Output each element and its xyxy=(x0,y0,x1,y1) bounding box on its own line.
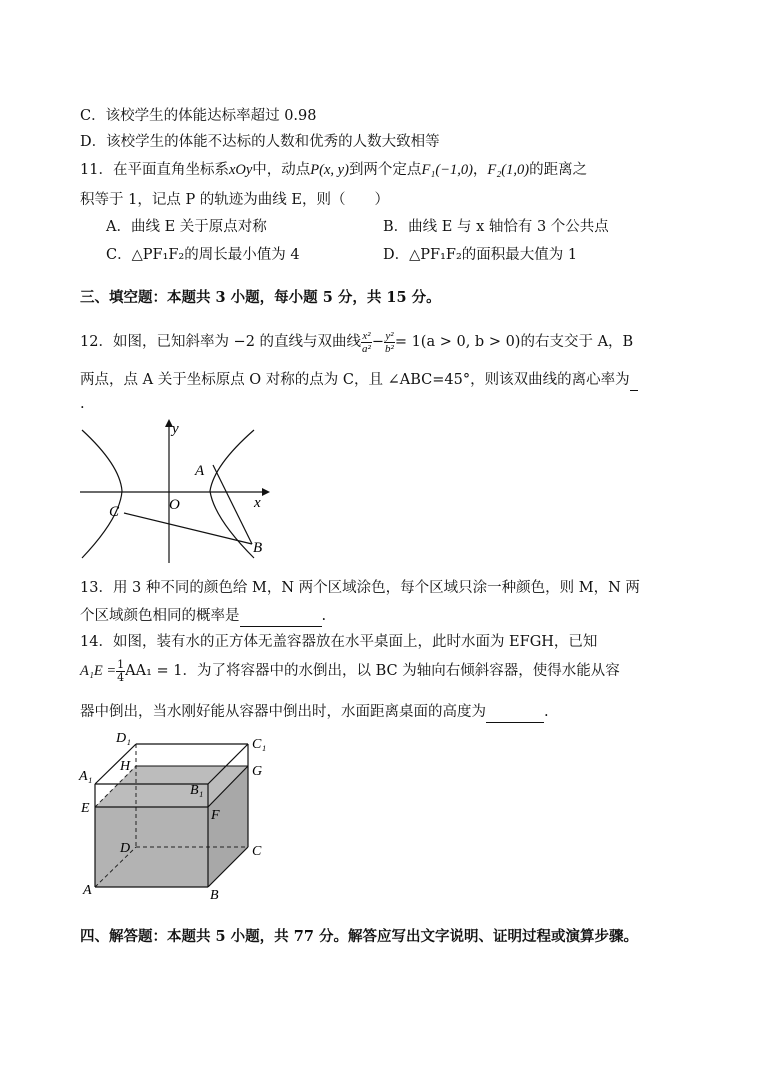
label-b1: B₁ xyxy=(190,783,204,798)
line-ab xyxy=(213,465,252,544)
cube-container-figure xyxy=(76,722,276,907)
q13-stem-line2: 个区域颜色相同的概率是 . xyxy=(80,606,326,627)
label-g: G xyxy=(252,764,263,779)
q13-stem-line1: 13．用 3 种不同的颜色给 M，N 两个区域涂色，每个区域只涂一种颜色，则 M，N 两 xyxy=(80,580,640,596)
q11-option-a: A．曲线 E 关于原点对称 xyxy=(106,219,267,235)
label-f: F xyxy=(211,808,220,823)
label-d: D xyxy=(120,841,131,856)
label-a: A xyxy=(195,463,205,479)
answer-blank-q14[interactable] xyxy=(486,702,544,723)
label-b: B xyxy=(253,540,263,556)
label-d1: D₁ xyxy=(116,731,131,746)
answer-blank-q12[interactable] xyxy=(630,370,638,391)
q10-option-c: C．该校学生的体能达标率超过 0.98 xyxy=(80,108,317,124)
q14-stem-line1: 14．如图，装有水的正方体无盖容器放在水平桌面上，此时水面为 EFGH，已知 xyxy=(80,634,598,650)
section-3-heading: 三、填空题：本题共 3 小题，每小题 5 分，共 15 分。 xyxy=(80,289,441,306)
q12-stem-line2: 两点，点 A 关于坐标原点 O 对称的点为 C，且 ∠ABC=45°，则该双曲线的离心率为 xyxy=(80,370,638,391)
q12-stem-line1: 12．如图，已知斜率为 −2 的直线与双曲线 $\frac{\text{x²}}{\text{a²}}$ − $\frac{\text{y²}}{\text{b²}}$ = 1(a > 0, b > 0)的右支交于 A，B xyxy=(80,329,634,355)
x-axis-arrow xyxy=(262,488,270,496)
q14-stem-line2: A₁E = $\frac{1}{4}$ AA₁ = 1．为了将容器中的水倒出，以 BC 为轴向右倾斜容器，使得水能从容 xyxy=(80,657,620,684)
q14-stem-line3: 器中倒出，当水刚好能从容器中倒出时，水面距离桌面的高度为 . xyxy=(80,702,549,723)
label-c: C xyxy=(252,844,262,859)
label-y: y xyxy=(172,421,179,437)
q10-option-d: D．该校学生的体能不达标的人数和优秀的人数大致相等 xyxy=(80,134,440,150)
answer-blank-q13[interactable] xyxy=(240,606,322,627)
q11-stem-line2: 积等于 1，记点 P 的轨迹为曲线 E，则（ ） xyxy=(80,192,390,208)
q12-stem-line3: . xyxy=(80,396,85,412)
label-a1: A₁ xyxy=(79,769,93,784)
hyperbola-left-branch xyxy=(82,430,122,558)
q11-option-c: C．△PF₁F₂的周长最小值为 4 xyxy=(106,247,300,263)
label-e: E xyxy=(81,801,90,816)
q11-stem-line1: 11．在平面直角坐标系xOy中，动点P(x, y)到两个定点F₁(−1,0)，F₂(1,0)的距离之 xyxy=(80,162,588,178)
label-x: x xyxy=(254,495,261,511)
line-cb xyxy=(124,513,252,544)
hyperbola-figure xyxy=(72,415,272,575)
section-4-heading: 四、解答题：本题共 5 小题，共 77 分。解答应写出文字说明、证明过程或演算步骤。 xyxy=(80,928,638,945)
label-a: A xyxy=(83,883,92,898)
label-o: O xyxy=(169,497,180,513)
label-h: H xyxy=(120,759,131,774)
label-c: C xyxy=(109,504,120,520)
q11-option-b: B．曲线 E 与 x 轴恰有 3 个公共点 xyxy=(383,219,609,235)
label-c1: C₁ xyxy=(252,737,267,752)
q11-option-d: D．△PF₁F₂的面积最大值为 1 xyxy=(383,247,578,263)
label-b: B xyxy=(210,888,219,903)
